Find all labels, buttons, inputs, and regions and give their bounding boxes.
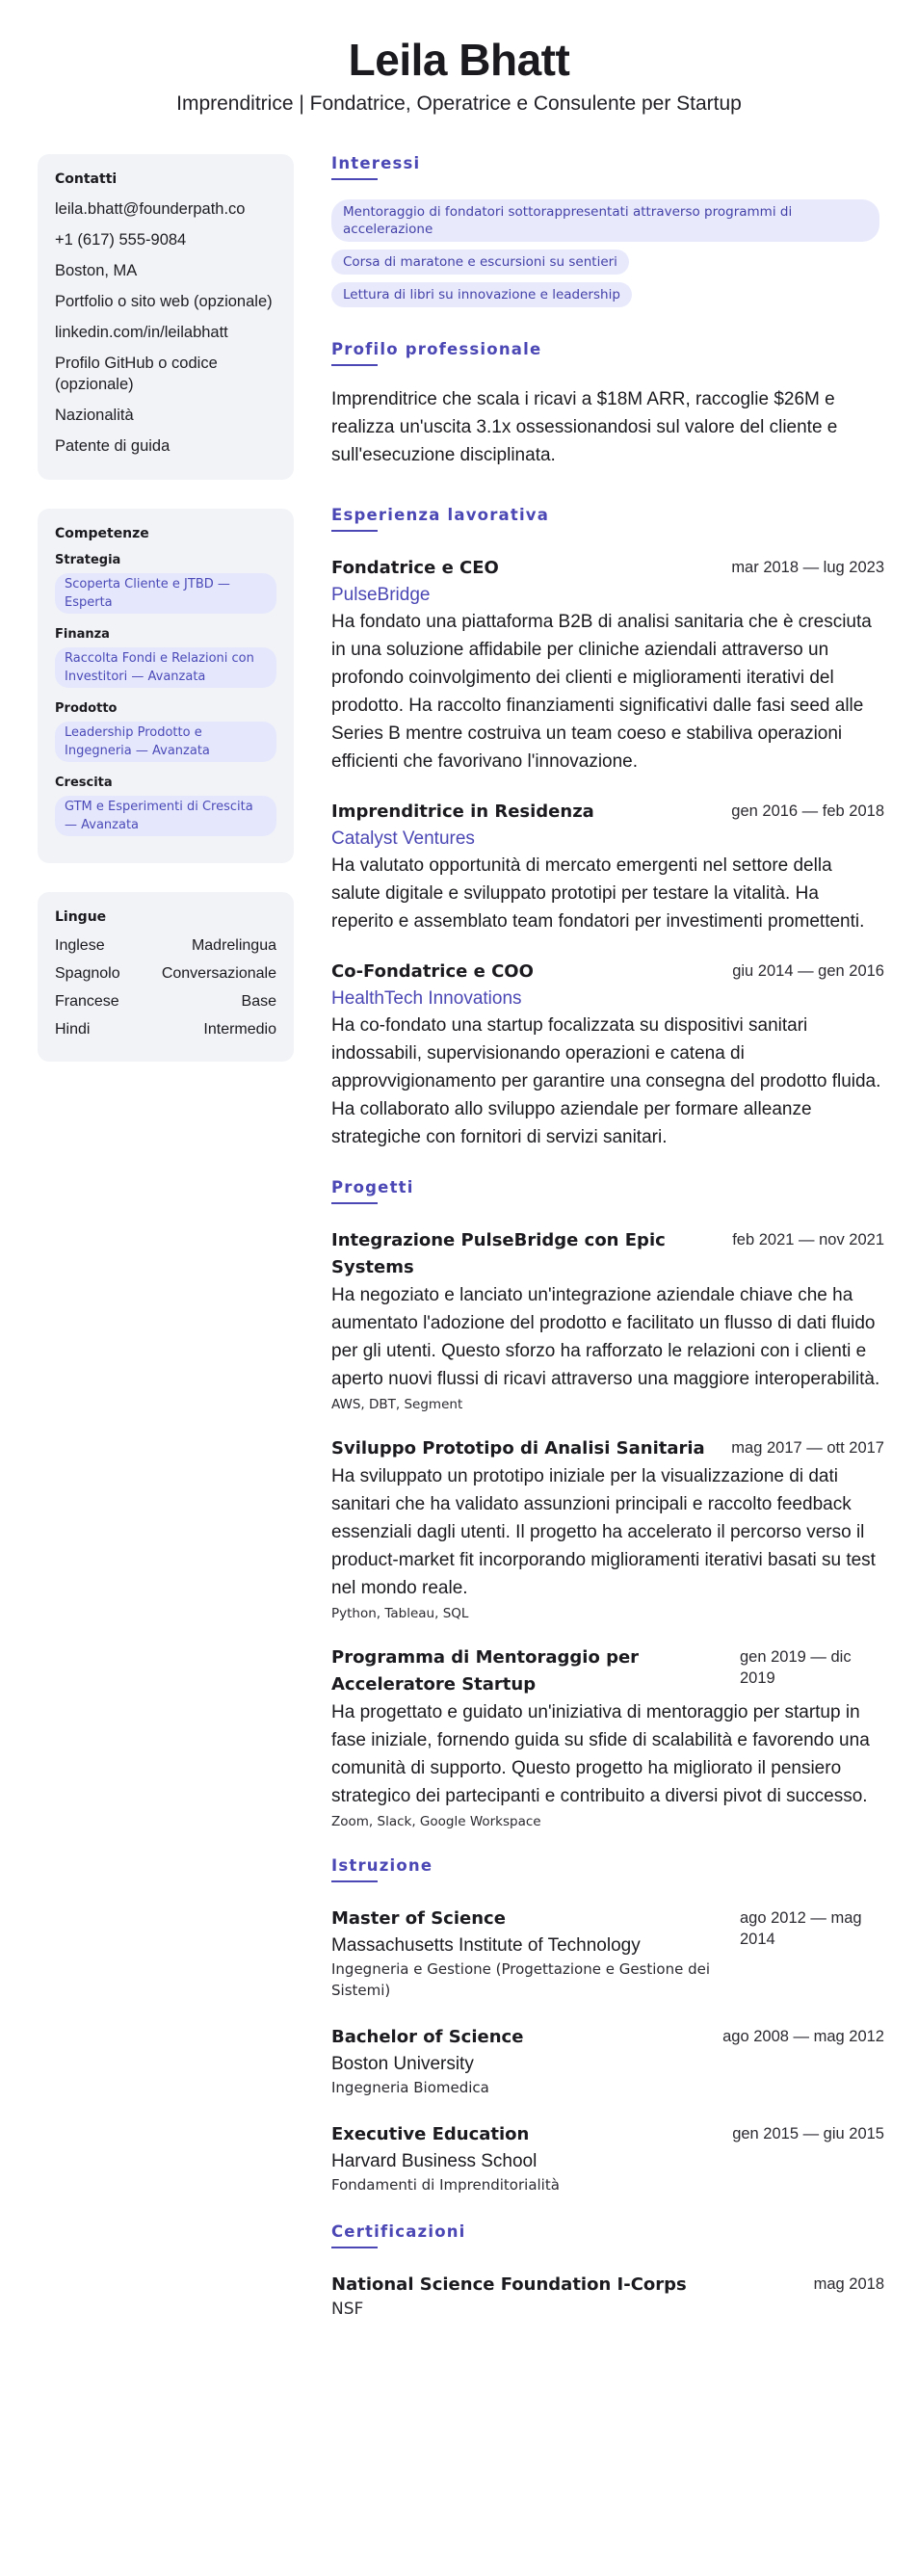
skill-group-label: Finanza (55, 627, 110, 642)
languages-card (38, 892, 294, 1062)
projects-title: Progetti (331, 1178, 884, 1204)
experience-role: Co-Fondatrice e COO (331, 961, 534, 982)
experience-entry (331, 959, 884, 1151)
contacts-card (38, 154, 294, 480)
certifications-title: Certificazioni (331, 2222, 884, 2248)
candidate-name: Leila Bhatt (348, 35, 570, 85)
project-tools: AWS, DBT, Segment (331, 1397, 463, 1412)
experience-date: gen 2016 — feb 2018 (731, 802, 884, 820)
language-name: Hindi (55, 1021, 91, 1038)
experience-role: Imprenditrice in Residenza (331, 802, 594, 822)
language-level: Conversazionale (161, 965, 276, 982)
contact-phone[interactable]: +1 (617) 555-9084 (55, 231, 187, 249)
contact-linkedin[interactable]: linkedin.com/in/leilabhatt (55, 324, 228, 341)
language-level: Madrelingua (191, 937, 276, 954)
language-row (55, 936, 276, 956)
project-tools: Python, Tableau, SQL (331, 1606, 469, 1621)
education-entry (331, 2121, 884, 2195)
education-entry (331, 1906, 884, 2001)
language-level: Base (241, 993, 276, 1010)
profile-title: Profilo professionale (331, 340, 884, 366)
sidebar (38, 154, 294, 1091)
language-row (55, 964, 276, 984)
education-title: Istruzione (331, 1856, 884, 1882)
education-field: Fondamenti di Imprenditorialità (331, 2176, 560, 2194)
profile-section (331, 340, 884, 469)
project-description: Ha negoziato e lanciato un'integrazione aziendale chiave che ha aumentato l'adozione del prodotto e facilitato un flusso di dati fluido per gli utenti. Questo sforzo ha rafforzato le relazioni con i clienti e aperto nuovi flussi di ricavi attraverso una maggiore interoperabilità. (331, 1285, 880, 1389)
project-name: Sviluppo Prototipo di Analisi Sanitaria (331, 1438, 705, 1459)
project-name: Integrazione PulseBridge con Epic Systems (331, 1230, 666, 1277)
project-entry (331, 1435, 884, 1621)
language-name: Francese (55, 993, 119, 1010)
education-date: gen 2015 — giu 2015 (732, 2125, 884, 2142)
skill-group-label: Crescita (55, 775, 113, 790)
language-row (55, 1020, 276, 1039)
experience-section (331, 506, 884, 1151)
experience-company: PulseBridge (331, 585, 431, 605)
interests-section (331, 154, 884, 307)
interest-pill: Mentoraggio di fondatori sottorappresentati attraverso programmi di accelerazione (331, 199, 879, 242)
skill-pill: Leadership Prodotto e Ingegneria — Avanzata (55, 722, 276, 762)
skill-pill: Raccolta Fondi e Relazioni con Investitori — Avanzata (55, 647, 276, 688)
project-tools: Zoom, Slack, Google Workspace (331, 1814, 541, 1829)
experience-entry (331, 799, 884, 935)
contact-location: Boston, MA (55, 262, 138, 279)
contacts-title: Contatti (55, 171, 118, 187)
experience-date: giu 2014 — gen 2016 (732, 962, 884, 980)
projects-section (331, 1178, 884, 1829)
profile-summary: Imprenditrice che scala i ricavi a $18M ARR, raccoglie $26M e realizza un'uscita 3.1x ossessionandosi sul valore del cliente e sull'esecuzione disciplinata. (331, 389, 838, 465)
education-field: Ingegneria e Gestione (Progettazione e Gestione dei Sistemi) (331, 1960, 711, 1999)
experience-entry (331, 555, 884, 775)
interest-pill: Lettura di libri su innovazione e leadership (331, 282, 632, 307)
experience-description: Ha fondato una piattaforma B2B di analisi sanitaria che è cresciuta in una soluzione affidabile per cliniche aziendali attraverso un profondo coinvolgimento dei clienti e miglioramenti iterativi del prodotto. Ha raccolto finanziamenti significativi dalle fasi seed alle Series B mentre costruiva un team coeso e stabiliva operazioni efficienti che favorivano l'innovazione. (331, 612, 872, 772)
languages-title: Lingue (55, 909, 107, 925)
education-degree: Executive Education (331, 2124, 530, 2144)
resume-header (0, 0, 918, 116)
project-date: mag 2017 — ott 2017 (731, 1439, 884, 1457)
experience-company: Catalyst Ventures (331, 828, 475, 849)
certification-name: National Science Foundation I-Corps (331, 2274, 687, 2295)
education-field: Ingegneria Biomedica (331, 2079, 489, 2096)
contact-license: Patente di guida (55, 437, 170, 455)
experience-description: Ha valutato opportunità di mercato emergenti nel settore della salute digitale e sviluppato prototipi per testare la vitalità. Ha reperito e assemblato team fondatori per investimenti promettenti. (331, 855, 865, 932)
certification-entry (331, 2272, 884, 2320)
project-description: Ha progettato e guidato un'iniziativa di mentoraggio per startup in fase iniziale, fornendo guida su sfide di scalabilità e favorendo una comunità di supporto. Questo progetto ha migliorato il pensiero strategico dei partecipanti e contribuito a diversi pivot di successo. (331, 1702, 870, 1806)
language-name: Inglese (55, 937, 105, 954)
education-entry (331, 2024, 884, 2098)
education-school: Massachusetts Institute of Technology (331, 1935, 641, 1956)
project-name: Programma di Mentoraggio per Acceleratore Startup (331, 1647, 640, 1695)
skill-pill: GTM e Esperimenti di Crescita — Avanzata (55, 796, 276, 836)
experience-title: Esperienza lavorativa (331, 506, 884, 532)
project-entry (331, 1227, 884, 1412)
skill-group-label: Strategia (55, 553, 121, 567)
project-date: gen 2019 — dic 2019 (740, 1648, 852, 1687)
certification-date: mag 2018 (813, 2275, 884, 2293)
contact-github[interactable]: Profilo GitHub o codice (opzionale) (55, 355, 218, 393)
interest-pill: Corsa di maratone e escursioni su sentieri (331, 250, 629, 275)
contact-portfolio[interactable]: Portfolio o sito web (opzionale) (55, 293, 273, 310)
candidate-headline: Imprenditrice | Fondatrice, Operatrice e Consulente per Startup (176, 92, 742, 115)
certifications-section (331, 2222, 884, 2320)
skills-title: Competenze (55, 526, 149, 541)
interests-title: Interessi (331, 154, 884, 180)
project-description: Ha sviluppato un prototipo iniziale per la visualizzazione di dati sanitari che ha validato assunzioni principali e raccolto feedback essenziali dagli utenti. Il progetto ha accelerato il percorso verso il product-market fit incorporando miglioramenti iterativi basati su test nel mondo reale. (331, 1466, 876, 1598)
certification-issuer: NSF (331, 2300, 364, 2319)
main-column (331, 154, 884, 2343)
project-entry (331, 1644, 884, 1829)
education-school: Harvard Business School (331, 2151, 538, 2171)
education-section (331, 1856, 884, 2195)
education-degree: Bachelor of Science (331, 2027, 524, 2047)
experience-date: mar 2018 — lug 2023 (731, 559, 884, 576)
education-date: ago 2012 — mag 2014 (740, 1909, 862, 1948)
contact-email[interactable]: leila.bhatt@founderpath.co (55, 200, 246, 218)
education-degree: Master of Science (331, 1908, 506, 1929)
language-name: Spagnolo (55, 965, 120, 982)
skill-pill: Scoperta Cliente e JTBD — Esperta (55, 573, 276, 614)
language-row (55, 992, 276, 1012)
language-level: Intermedio (203, 1021, 276, 1038)
experience-description: Ha co-fondato una startup focalizzata su dispositivi sanitari indossabili, supervisionando operazioni e catena di approvvigionamento per garantire una consegna del prodotto fluida. Ha collaborato allo sviluppo aziendale per formare alleanze strategiche con fornitori di servizi sanitari. (331, 1015, 881, 1147)
education-school: Boston University (331, 2054, 474, 2074)
experience-role: Fondatrice e CEO (331, 558, 499, 578)
skills-card (38, 509, 294, 863)
education-date: ago 2008 — mag 2012 (722, 2028, 884, 2045)
experience-company: HealthTech Innovations (331, 988, 522, 1009)
project-date: feb 2021 — nov 2021 (732, 1231, 884, 1249)
skill-group-label: Prodotto (55, 701, 118, 716)
contact-nationality: Nazionalità (55, 407, 134, 424)
